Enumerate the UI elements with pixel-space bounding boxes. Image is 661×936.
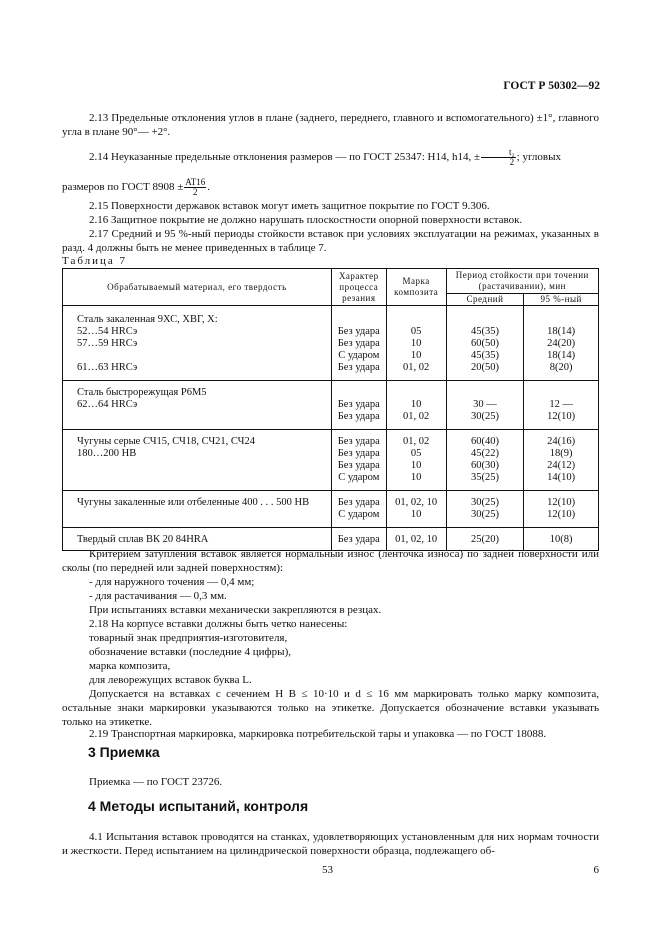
cell-line: 01, 02	[403, 411, 430, 422]
cell-line: Без удара	[337, 411, 380, 422]
cell-line: 01, 02	[403, 362, 430, 373]
cell-grade	[386, 491, 446, 528]
cell-line: 180…200 НВ	[77, 448, 137, 459]
cell-line	[524, 387, 598, 399]
header-avg: Средний	[446, 294, 524, 306]
cell-line: Без удара	[337, 497, 380, 508]
cell-line: 24(20)	[547, 338, 576, 349]
cell-line	[77, 509, 331, 521]
cell-line: Без удара	[337, 448, 380, 459]
allow-text: Допускается на вставках с сечением H B ≤ 10·10 и d ≤ 16 мм маркировать только марку композита, остальные знаки маркировки указываются только на этикетке. Допускается обозначение вставки указывать только на этикетке.	[62, 688, 599, 728]
clause-2-14-text-a: 2.14 Неуказанные предельные отклонения размеров — по ГОСТ 25347: H14, h14, ±	[89, 151, 481, 164]
cell-line	[332, 387, 386, 399]
mark-item-2: обозначение вставки (последние 4 цифры),	[89, 646, 291, 658]
cell-line: Без удара	[337, 436, 380, 447]
cell-line: 30(25)	[470, 411, 499, 422]
cell-line	[77, 350, 331, 362]
cell-line: 35(25)	[470, 472, 499, 483]
cell-line: Сталь закаленная 9ХС, ХВГ, Х:	[77, 314, 218, 325]
section-3-title: 3 Приемка	[88, 744, 160, 760]
cell-process	[331, 430, 386, 491]
clause-4-1: 4.1 Испытания вставок проводятся на станках, удовлетворяющих установленным для них нормам точности и жесткости. Перед испытанием на цилиндрической поверхности образца, подлежащего об-	[62, 831, 599, 857]
cell-line: Без удара	[337, 460, 380, 471]
cell-line: С ударом	[338, 350, 380, 361]
cell-line: 18(14)	[547, 350, 576, 361]
cell-line: 10(8)	[549, 534, 573, 545]
cell-line: 45(22)	[470, 448, 499, 459]
cell-line	[77, 411, 331, 423]
section-3-text: Приемка — по ГОСТ 23726.	[89, 776, 223, 788]
cell-line: 30 —	[473, 399, 497, 410]
cell-line: 12(10)	[547, 509, 576, 520]
cell-line: 10	[410, 472, 422, 483]
clause-2-15: 2.15 Поверхности державок вставок могут иметь защитное покрытие по ГОСТ 9.306.	[89, 200, 490, 212]
cell-line: 05	[410, 448, 422, 459]
cell-line: 60(30)	[470, 460, 499, 471]
page-number-center: 53	[322, 864, 333, 876]
cell-line: 25(20)	[470, 534, 499, 545]
cell-line: 24(12)	[547, 460, 576, 471]
cell-line: 52…54 HRCэ	[77, 326, 138, 337]
clause-2-13: 2.13 Предельные отклонения углов в плане (заднего, переднего, главного и вспомогательного) ±1°, главного угла в плане 90°— +2°.	[62, 112, 599, 138]
cell-line: С ударом	[338, 509, 380, 520]
table-row	[63, 306, 599, 381]
cell-material	[63, 306, 332, 381]
cell-line	[524, 314, 598, 326]
criteria-text: Критерием затупления вставок является нормальный износ (ленточка износа) по задней поверхности или сколы (по передней или задней поверхностям):	[62, 548, 599, 574]
document-code: ГОСТ Р 50302—92	[503, 80, 600, 92]
cell-line: Твердый сплав ВК 20 84HRA	[77, 534, 209, 545]
cell-p95	[524, 491, 599, 528]
cell-line: 60(40)	[470, 436, 499, 447]
cell-line: 24(16)	[547, 436, 576, 447]
cell-line: Без удара	[337, 362, 380, 373]
cell-line: 8(20)	[549, 362, 573, 373]
cell-line: 61…63 HRCэ	[77, 362, 138, 373]
cell-avg	[446, 430, 524, 491]
mark-item-1: товарный знак предприятия-изготовителя,	[89, 632, 288, 644]
cell-grade	[386, 430, 446, 491]
clause-2-14-text-b: ; угловых	[516, 151, 561, 164]
cell-line: 01, 02, 10	[395, 534, 438, 545]
cell-material	[63, 491, 332, 528]
cell-line	[387, 314, 446, 326]
fraction-at16-over-2: $\frac{AT16}{2}$	[185, 177, 206, 197]
clause-2-16: 2.16 Защитное покрытие не должно нарушать плоскостности опорной поверхности вставок.	[89, 214, 523, 226]
wear-bore: - для растачивания — 0,3 мм.	[89, 590, 227, 602]
cell-line: 10	[410, 350, 422, 361]
header-material: Обрабатываемый материал, его твердость	[63, 269, 332, 306]
cell-grade	[386, 306, 446, 381]
clause-2-19: 2.19 Транспортная маркировка, маркировка потребительской тары и упаковка — по ГОСТ 18088.	[89, 728, 547, 740]
cell-line: 30(25)	[470, 509, 499, 520]
header-process: Характер процесса резания	[331, 269, 386, 306]
section-4-title: 4 Методы испытаний, контроля	[88, 798, 309, 814]
header-grade: Марка композита	[386, 269, 446, 306]
cell-line: 60(50)	[470, 338, 499, 349]
header-p95: 95 %-ный	[524, 294, 599, 306]
cell-line: 10	[410, 399, 422, 410]
cell-line: 45(35)	[470, 326, 499, 337]
page-number-right: 6	[593, 864, 599, 876]
cell-grade	[386, 381, 446, 430]
cell-avg	[446, 381, 524, 430]
cell-line: 05	[410, 326, 422, 337]
clause-2-14-cont: размеров по ГОСТ 8908 ± $\frac{AT16}{2}$ .	[62, 177, 211, 197]
table-row	[63, 430, 599, 491]
mount-text: При испытаниях вставки механически закрепляются в резцах.	[89, 604, 382, 616]
cell-process	[331, 306, 386, 381]
cell-line: 45(35)	[470, 350, 499, 361]
mark-item-3: марка композита,	[89, 660, 171, 672]
cell-p95	[524, 306, 599, 381]
cell-p95	[524, 381, 599, 430]
cell-line: 12 —	[549, 399, 573, 410]
cell-p95	[524, 430, 599, 491]
cell-line	[77, 472, 331, 484]
cell-avg	[446, 306, 524, 381]
cell-line: Сталь быстрорежущая Р6М5	[77, 387, 207, 398]
cell-process	[331, 381, 386, 430]
cell-line: 01, 02, 10	[395, 497, 438, 508]
cell-line: 30(25)	[470, 497, 499, 508]
cell-line: Чугуны серые СЧ15, СЧ18, СЧ21, СЧ24	[77, 436, 255, 447]
cell-line: 10	[410, 460, 422, 471]
cell-line: 18(9)	[549, 448, 573, 459]
cell-line: Без удара	[337, 326, 380, 337]
cell-line: Без удара	[337, 338, 380, 349]
clause-2-17: 2.17 Средний и 95 %-ный периоды стойкости вставок при условиях эксплуатации на режимах, указанных в разд. 4 должны быть не менее приведенных в таблице 7.	[62, 228, 599, 254]
clause-2-18: 2.18 На корпусе вставки должны быть четко нанесены:	[89, 618, 348, 630]
cell-line: Чугуны закаленные или отбеленные 400 . . . 500 НВ	[77, 497, 310, 508]
cell-material	[63, 381, 332, 430]
table-row	[63, 381, 599, 430]
cell-line	[447, 387, 524, 399]
table-row	[63, 491, 599, 528]
cell-line: 57…59 HRCэ	[77, 338, 138, 349]
cell-process	[331, 491, 386, 528]
cell-material	[63, 430, 332, 491]
cell-line	[77, 460, 331, 472]
clause-2-14-text-c: размеров по ГОСТ 8908 ±	[62, 181, 184, 194]
cell-line: 01, 02	[403, 436, 430, 447]
durability-table	[62, 268, 599, 551]
cell-line: 10	[410, 338, 422, 349]
cell-line: 12(10)	[547, 411, 576, 422]
table-caption: Таблица 7	[62, 255, 128, 267]
cell-line: Без удара	[337, 399, 380, 410]
cell-line: 62…64 HRCэ	[77, 399, 138, 410]
wear-outer: - для наружного точения — 0,4 мм;	[89, 576, 255, 588]
cell-line: 10	[410, 509, 422, 520]
fraction-t2-over-2: $\frac{\text{t₂}}{2}$	[481, 148, 516, 167]
cell-line: 12(10)	[547, 497, 576, 508]
cell-line: 18(14)	[547, 326, 576, 337]
cell-avg	[446, 491, 524, 528]
cell-line: С ударом	[338, 472, 380, 483]
clause-2-14	[62, 148, 599, 167]
cell-line: Без удара	[337, 534, 380, 545]
cell-line	[332, 314, 386, 326]
header-period: Период стойкости при точении (растачивании), мин	[446, 269, 598, 294]
cell-line: 14(10)	[547, 472, 576, 483]
cell-line: 20(50)	[470, 362, 499, 373]
mark-item-4: для леворежущих вставок буква L.	[89, 674, 252, 686]
cell-line	[447, 314, 524, 326]
cell-line	[387, 387, 446, 399]
